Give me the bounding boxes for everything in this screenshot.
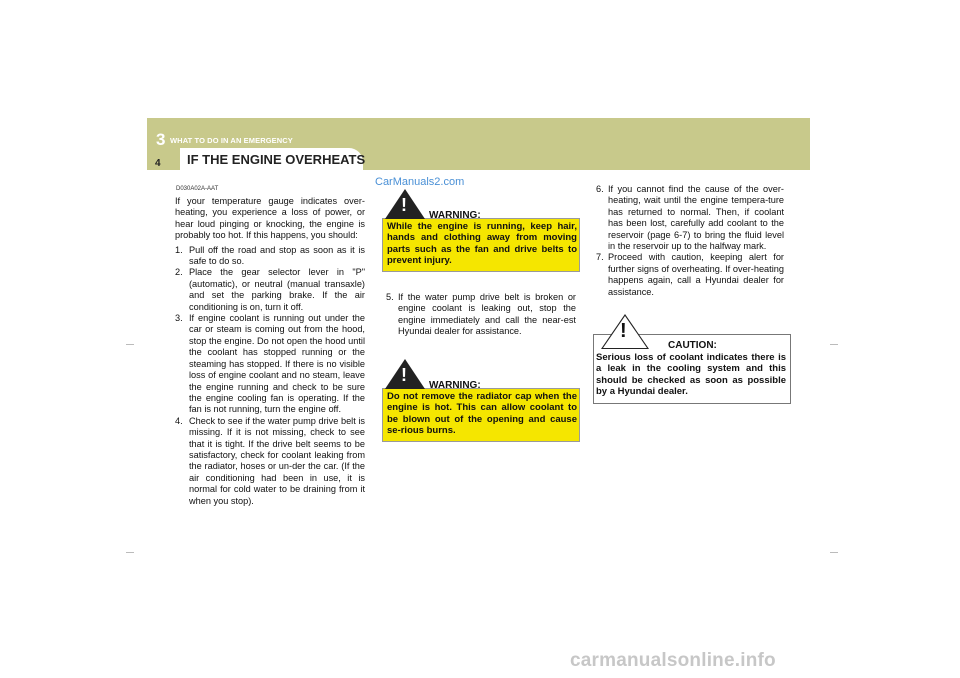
crop-mark xyxy=(126,552,134,553)
warning-heading: WARNING: xyxy=(429,380,481,391)
warning-heading: WARNING: xyxy=(429,210,481,221)
list-item xyxy=(386,292,576,338)
step-text: If engine coolant is running out under the car or steam is coming out from the hood, stop the engine. Do not open the hood until the coolant has stopped running or the steaming has stopped. If there is no visible loss of engine coolant and no steam, leave the engine running and check to be sure the engine cooling fan is operating. If the fan is not running, turn the engine off. xyxy=(189,313,365,415)
list-item xyxy=(175,313,365,416)
step-text: Check to see if the water pump drive belt is missing. If it is not missing, check to see that it is tight. If the drive belt seems to be satisfactory, check for coolant leaking from the radiator, hoses or un-der the car. (If the air conditioning had been in use, it is normal for cold water to be draining from it when you stop). xyxy=(189,415,365,506)
step-number: 7. xyxy=(596,252,604,263)
crop-mark xyxy=(830,344,838,345)
warning-text: Do not remove the radiator cap when the engine is hot. This can allow coolant to be blown out of the opening and cause se-rious burns. xyxy=(387,391,577,437)
step-number: 6. xyxy=(596,184,604,194)
warning-box-1 xyxy=(382,195,580,272)
crop-mark xyxy=(830,552,838,553)
intro-paragraph: If your temperature gauge indicates over-heating, you experience a loss of power, or hear loud pinging or knocking, the engine is probably too hot. If this happens, you should: xyxy=(175,196,365,241)
right-column xyxy=(596,184,784,298)
site-watermark: carmanualsonline.info xyxy=(570,650,776,671)
step-text: Place the gear selector lever in "P" (automatic), or neutral (manual transaxle) and set the parking brake. If the air conditioning is on, turn it off. xyxy=(189,267,365,312)
list-item xyxy=(175,245,365,268)
list-item xyxy=(596,252,784,298)
list-item xyxy=(175,267,365,313)
caution-exclamation: ! xyxy=(620,320,627,342)
steps-list xyxy=(175,245,365,507)
step-number: 1. xyxy=(175,244,183,255)
crop-mark xyxy=(126,344,134,345)
warning-icon: ! xyxy=(385,359,425,389)
warning-text: While the engine is running, keep hair, hands and clothing away from moving parts such as the fan and drive belts to prevent injury. xyxy=(387,221,577,267)
warning-box-2 xyxy=(382,365,580,442)
caution-text: Serious loss of coolant indicates there is a leak in the cooling system and this should be checked as soon as possible by a Hyundai dealer. xyxy=(596,352,786,398)
list-item xyxy=(596,184,784,252)
document-code: D030A02A-AAT xyxy=(176,186,219,192)
step-number: 4. xyxy=(175,415,183,426)
warning-icon: ! xyxy=(385,189,425,219)
caution-heading: CAUTION: xyxy=(668,340,717,351)
step-text: If the water pump drive belt is broken or engine coolant is leaking out, stop the engine immediately and call the near-est Hyundai dealer for assistance. xyxy=(398,292,576,337)
step-number: 3. xyxy=(175,313,183,324)
step-text: Proceed with caution, keeping alert for further signs of overheating. If over-heating happens again, call a Hyundai dealer for assistance. xyxy=(608,252,784,297)
list-item xyxy=(175,416,365,507)
page-number: 4 xyxy=(155,158,161,169)
chapter-title: WHAT TO DO IN AN EMERGENCY xyxy=(170,136,293,145)
watermark-link[interactable]: CarManuals2.com xyxy=(375,176,465,188)
chapter-number: 3 xyxy=(156,130,166,149)
step-number: 2. xyxy=(175,267,183,278)
section-title: IF THE ENGINE OVERHEATS xyxy=(187,152,366,167)
step-text: Pull off the road and stop as soon as it is safe to do so. xyxy=(189,244,365,267)
step-text: If you cannot find the cause of the over-heating, wait until the engine tempera-ture has returned to normal. Then, if coolant has been lost, carefully add coolant to the reservoir (page 6-7) to bring the fluid level in the reservoir up to the halfway mark. xyxy=(608,184,784,252)
left-column xyxy=(175,196,365,507)
step-number: 5. xyxy=(386,292,394,302)
